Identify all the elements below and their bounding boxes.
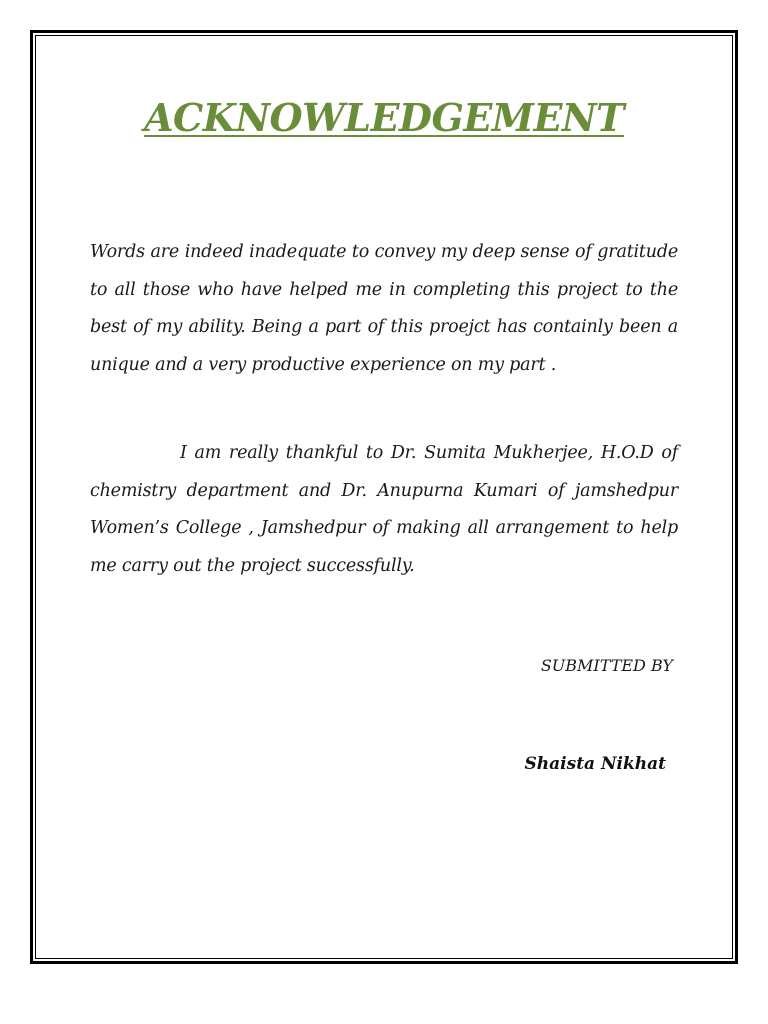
gratitude-paragraph: Words are indeed inadequate to convey my deep sense of gratitude to all those who have helped me in completing this project to the best of my ability. Being a part of this proejct has containly been a unique and a very productive experience on my part .	[90, 242, 678, 375]
author-name: Shaista Nikhat	[524, 754, 666, 774]
page-title	[0, 92, 768, 144]
page-title-text: ACKNOWLEDGEMENT	[144, 95, 624, 140]
thanks-paragraph: I am really thankful to Dr. Sumita Mukherjee, H.O.D of chemistry department and Dr. Anupurna Kumari of jamshedpur Women’s College , Jamshedpur of making all arrangement to help me carry out the project successfully.	[90, 443, 678, 576]
submitted-by-label: SUBMITTED BY	[540, 656, 673, 675]
